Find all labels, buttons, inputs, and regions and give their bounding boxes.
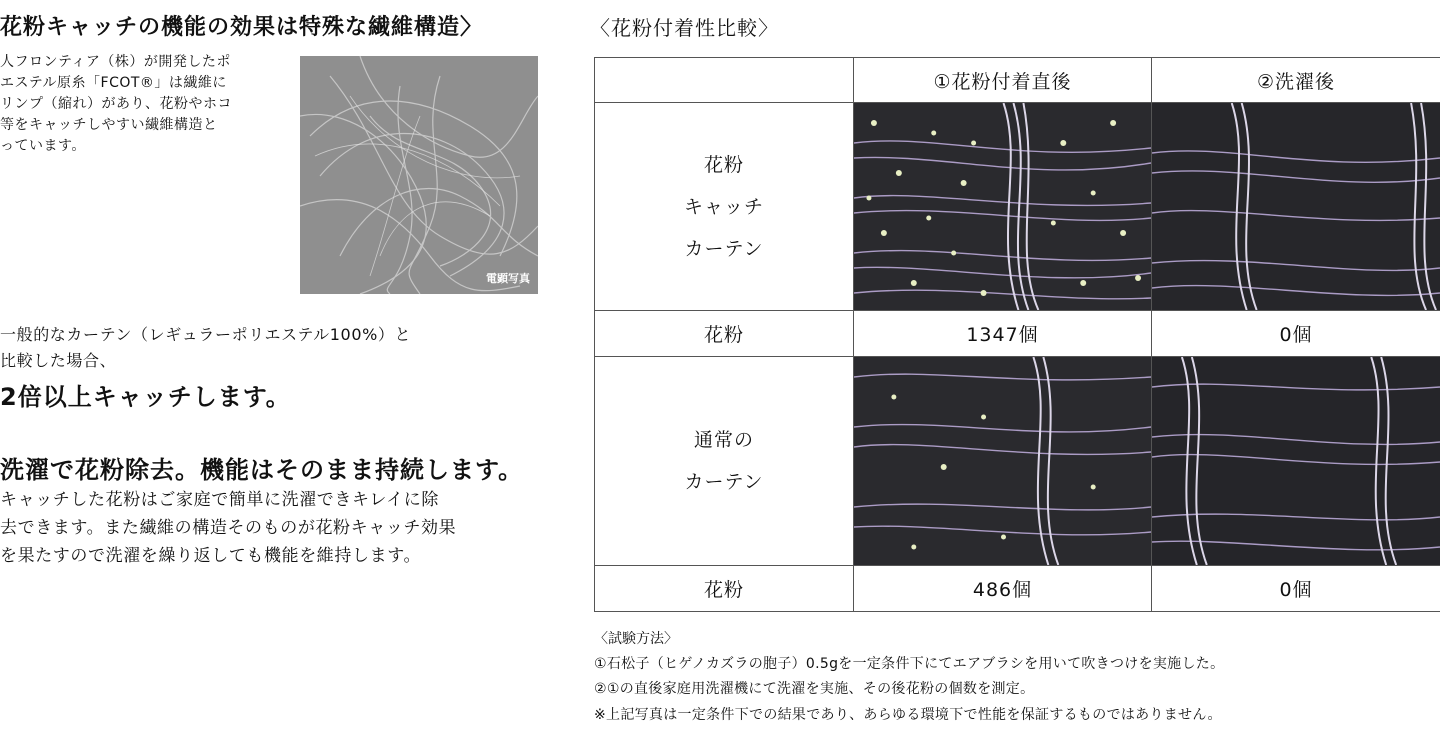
- count-label: 花粉: [595, 566, 854, 612]
- header-after-pollen: ①花粉付着直後: [854, 58, 1152, 103]
- test-method-title: 〈試験方法〉: [594, 631, 678, 647]
- table-row: [595, 103, 1440, 311]
- header-empty-cell: [595, 58, 854, 103]
- wash-headline: 洗濯で花粉除去。機能はそのまま持続します。: [0, 456, 524, 484]
- count-label: 花粉: [595, 311, 854, 357]
- micrograph-catch-after-pollen: [854, 103, 1152, 311]
- catch-headline: 2倍以上キャッチします。: [0, 383, 291, 411]
- micrograph-normal-after-wash: [1152, 357, 1440, 566]
- table-row: [595, 311, 1440, 357]
- fiber-photo: [1152, 357, 1440, 565]
- fiber-photo: [854, 103, 1151, 310]
- electron-microscope-photo: [300, 56, 538, 294]
- feature-title: 花粉キャッチの機能の効果は特殊な繊維構造〉: [0, 15, 484, 40]
- test-method-line-1: ①石松子（ヒゲノカズラの胞子）0.5gを一定条件下にてエアブラシを用いて吹きつけを実施した。: [594, 656, 1225, 672]
- test-method-line-2: ②①の直後家庭用洗濯機にて洗濯を実施、その後花粉の個数を測定。: [594, 681, 1035, 697]
- count-normal-after-pollen: 486個: [854, 566, 1152, 612]
- intro-text: 人フロンティア（株）が開発したポ エステル原糸「FCOT®」は繊維に リンプ（縮れ）があり、花粉やホコ 等をキャッチしやすい繊維構造と っています。: [0, 54, 232, 154]
- fiber-photo: [1152, 103, 1440, 310]
- wash-description: キャッチした花粉はご家庭で簡単に洗濯できキレイに除 去できます。また繊維の構造そのものが花粉キャッチ効果 を果たすので洗濯を繰り返しても機能を維持します。: [0, 490, 457, 566]
- pollen-comparison-table: [594, 57, 1440, 612]
- header-after-wash: ②洗濯後: [1152, 58, 1440, 103]
- row-label-pollen-catch-curtain: 花粉 キャッチ カーテン: [595, 103, 854, 311]
- fiber-photo: [854, 357, 1151, 565]
- micrograph-catch-after-wash: [1152, 103, 1440, 311]
- count-catch-after-wash: 0個: [1152, 311, 1440, 357]
- sem-fiber-image: [300, 56, 538, 294]
- comparison-title: 〈花粉付着性比較〉: [590, 16, 779, 40]
- table-header-row: [595, 58, 1440, 103]
- photo-caption: 電顕写真: [486, 272, 530, 285]
- count-catch-after-pollen: 1347個: [854, 311, 1152, 357]
- row-label-normal-curtain: 通常の カーテン: [595, 357, 854, 566]
- comparison-line-2: 比較した場合、: [0, 351, 117, 370]
- micrograph-normal-after-pollen: [854, 357, 1152, 566]
- table-row: [595, 357, 1440, 566]
- count-normal-after-wash: 0個: [1152, 566, 1440, 612]
- table-row: [595, 566, 1440, 612]
- comparison-line-1: 一般的なカーテン（レギュラーポリエステル100%）と: [0, 325, 412, 344]
- test-method-note: ※上記写真は一定条件下での結果であり、あらゆる環境下で性能を保証するものではありません。: [594, 707, 1222, 723]
